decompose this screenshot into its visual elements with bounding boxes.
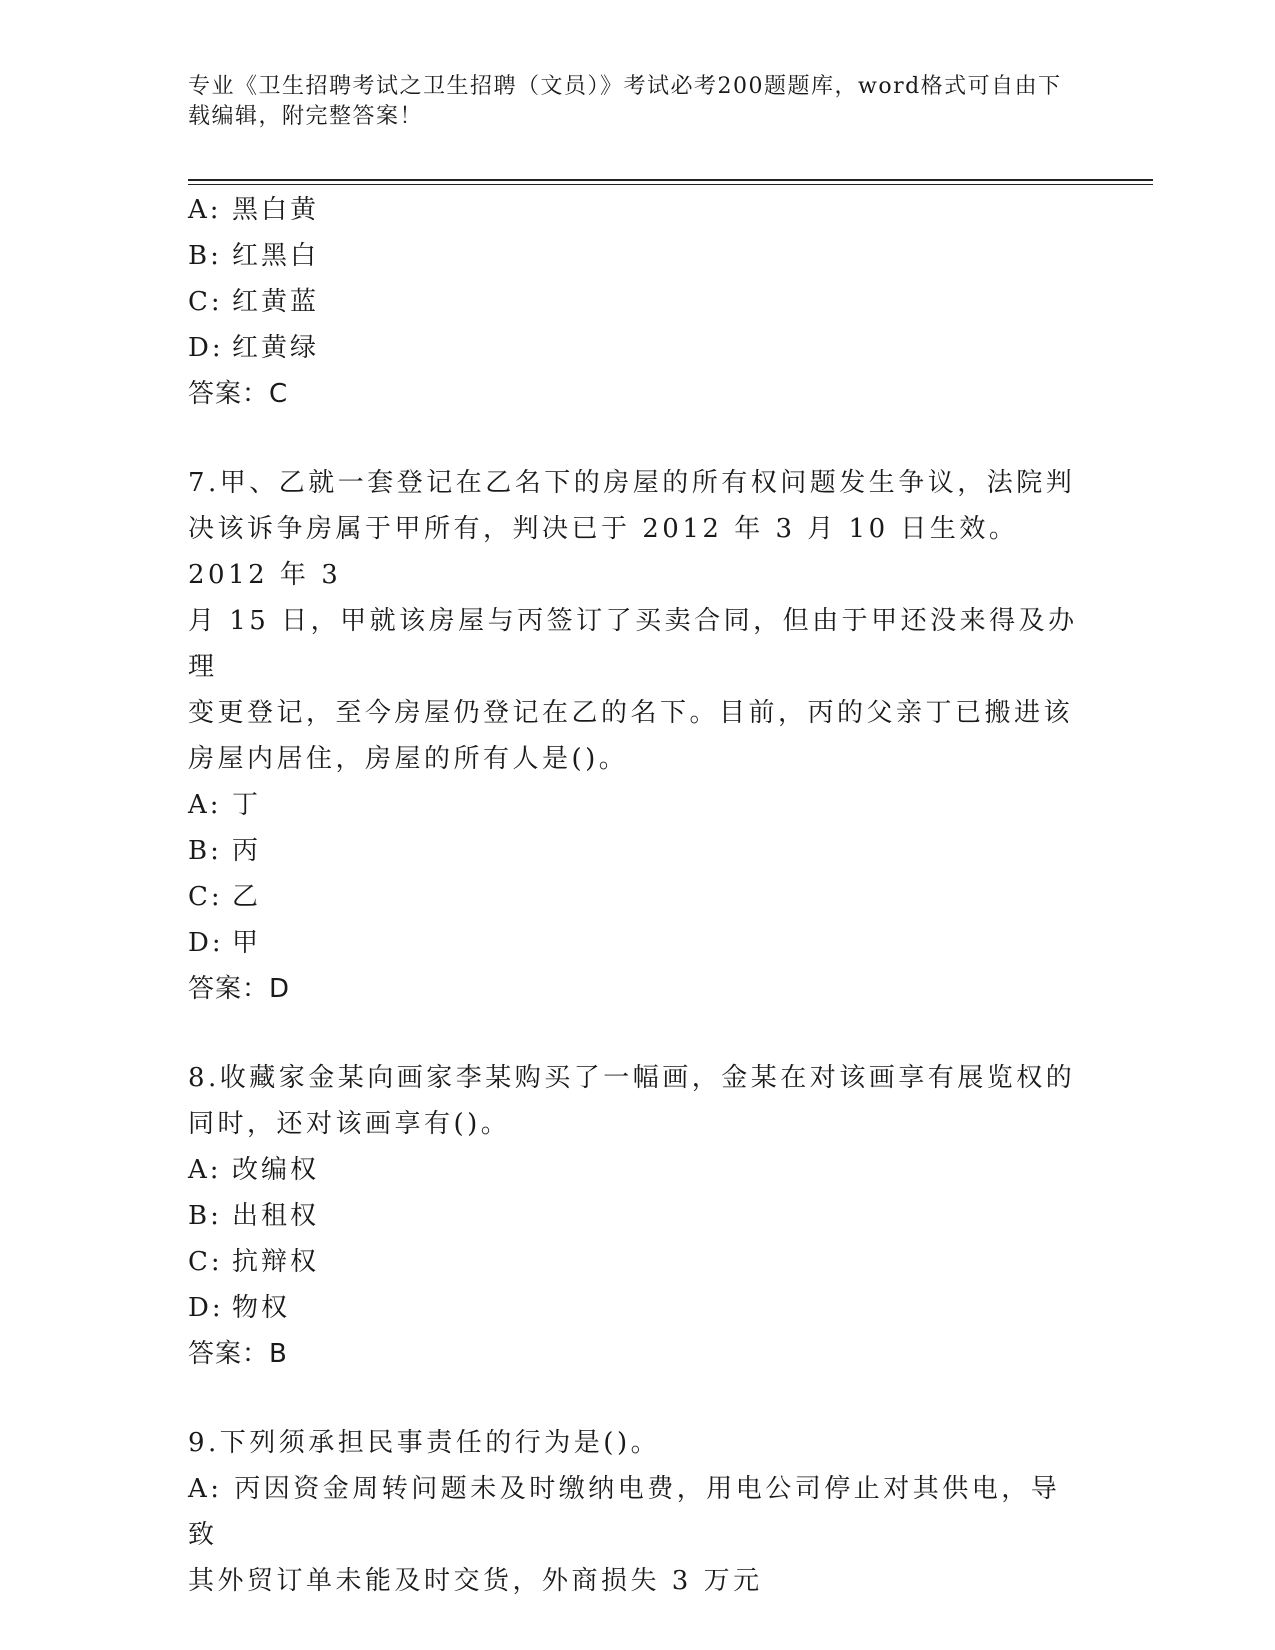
question-6-options xyxy=(188,187,1078,417)
question-stem-line: 同时，还对该画享有()。 xyxy=(188,1109,511,1139)
option-a-line: A: 丙因资金周转问题未及时缴纳电费，用电公司停止对其供电，导致 xyxy=(188,1474,1061,1550)
question-7 xyxy=(188,460,1078,1012)
option-a-line: 其外贸订单未能及时交货，外商损失 3 万元 xyxy=(188,1566,763,1596)
header-rule-thin xyxy=(188,184,1153,185)
spacer xyxy=(188,1377,1078,1420)
question-stem-line: 房屋内居住，房屋的所有人是()。 xyxy=(188,744,629,774)
spacer xyxy=(188,1012,1078,1055)
header-rule-thick xyxy=(188,179,1153,181)
spacer xyxy=(188,417,1078,460)
question-stem-line: 变更登记，至今房屋仍登记在乙的名下。目前，丙的父亲丁已搬进该 xyxy=(188,698,1074,728)
question-8 xyxy=(188,1055,1078,1377)
question-9 xyxy=(188,1420,1078,1604)
answer-line: 答案：C xyxy=(188,379,289,409)
option-d: D: 甲 xyxy=(188,928,262,958)
question-stem-line: 9.下列须承担民事责任的行为是()。 xyxy=(188,1428,661,1458)
question-stem-line: 月 15 日，甲就该房屋与丙签订了买卖合同，但由于甲还没来得及办理 xyxy=(188,606,1078,682)
option-c: C: 抗辩权 xyxy=(188,1247,320,1277)
option-d: D: 物权 xyxy=(188,1293,291,1323)
answer-line: 答案：D xyxy=(188,974,291,1004)
option-b: B: 出租权 xyxy=(188,1201,320,1231)
option-d: D: 红黄绿 xyxy=(188,333,320,363)
question-stem-line: 8.收藏家金某向画家李某购买了一幅画，金某在对该画享有展览权的 xyxy=(188,1063,1076,1093)
document-body xyxy=(188,187,1078,1604)
option-b: B: 红黑白 xyxy=(188,241,320,271)
option-a: A: 改编权 xyxy=(188,1155,320,1185)
answer-line: 答案：B xyxy=(188,1339,288,1369)
question-stem-line: 7.甲、乙就一套登记在乙名下的房屋的所有权问题发生争议，法院判 xyxy=(188,468,1076,498)
question-stem-line: 决该诉争房属于甲所有，判决已于 2012 年 3 月 10 日生效。2012 年 3 xyxy=(188,514,1019,590)
option-c: C: 乙 xyxy=(188,882,262,912)
option-a: A: 丁 xyxy=(188,790,262,820)
option-a: A: 黑白黄 xyxy=(188,195,320,225)
option-c: C: 红黄蓝 xyxy=(188,287,320,317)
document-header: 专业《卫生招聘考试之卫生招聘（文员）》考试必考200题题库，word格式可自由下载编辑，附完整答案！ xyxy=(188,74,1062,129)
option-b: B: 丙 xyxy=(188,836,262,866)
